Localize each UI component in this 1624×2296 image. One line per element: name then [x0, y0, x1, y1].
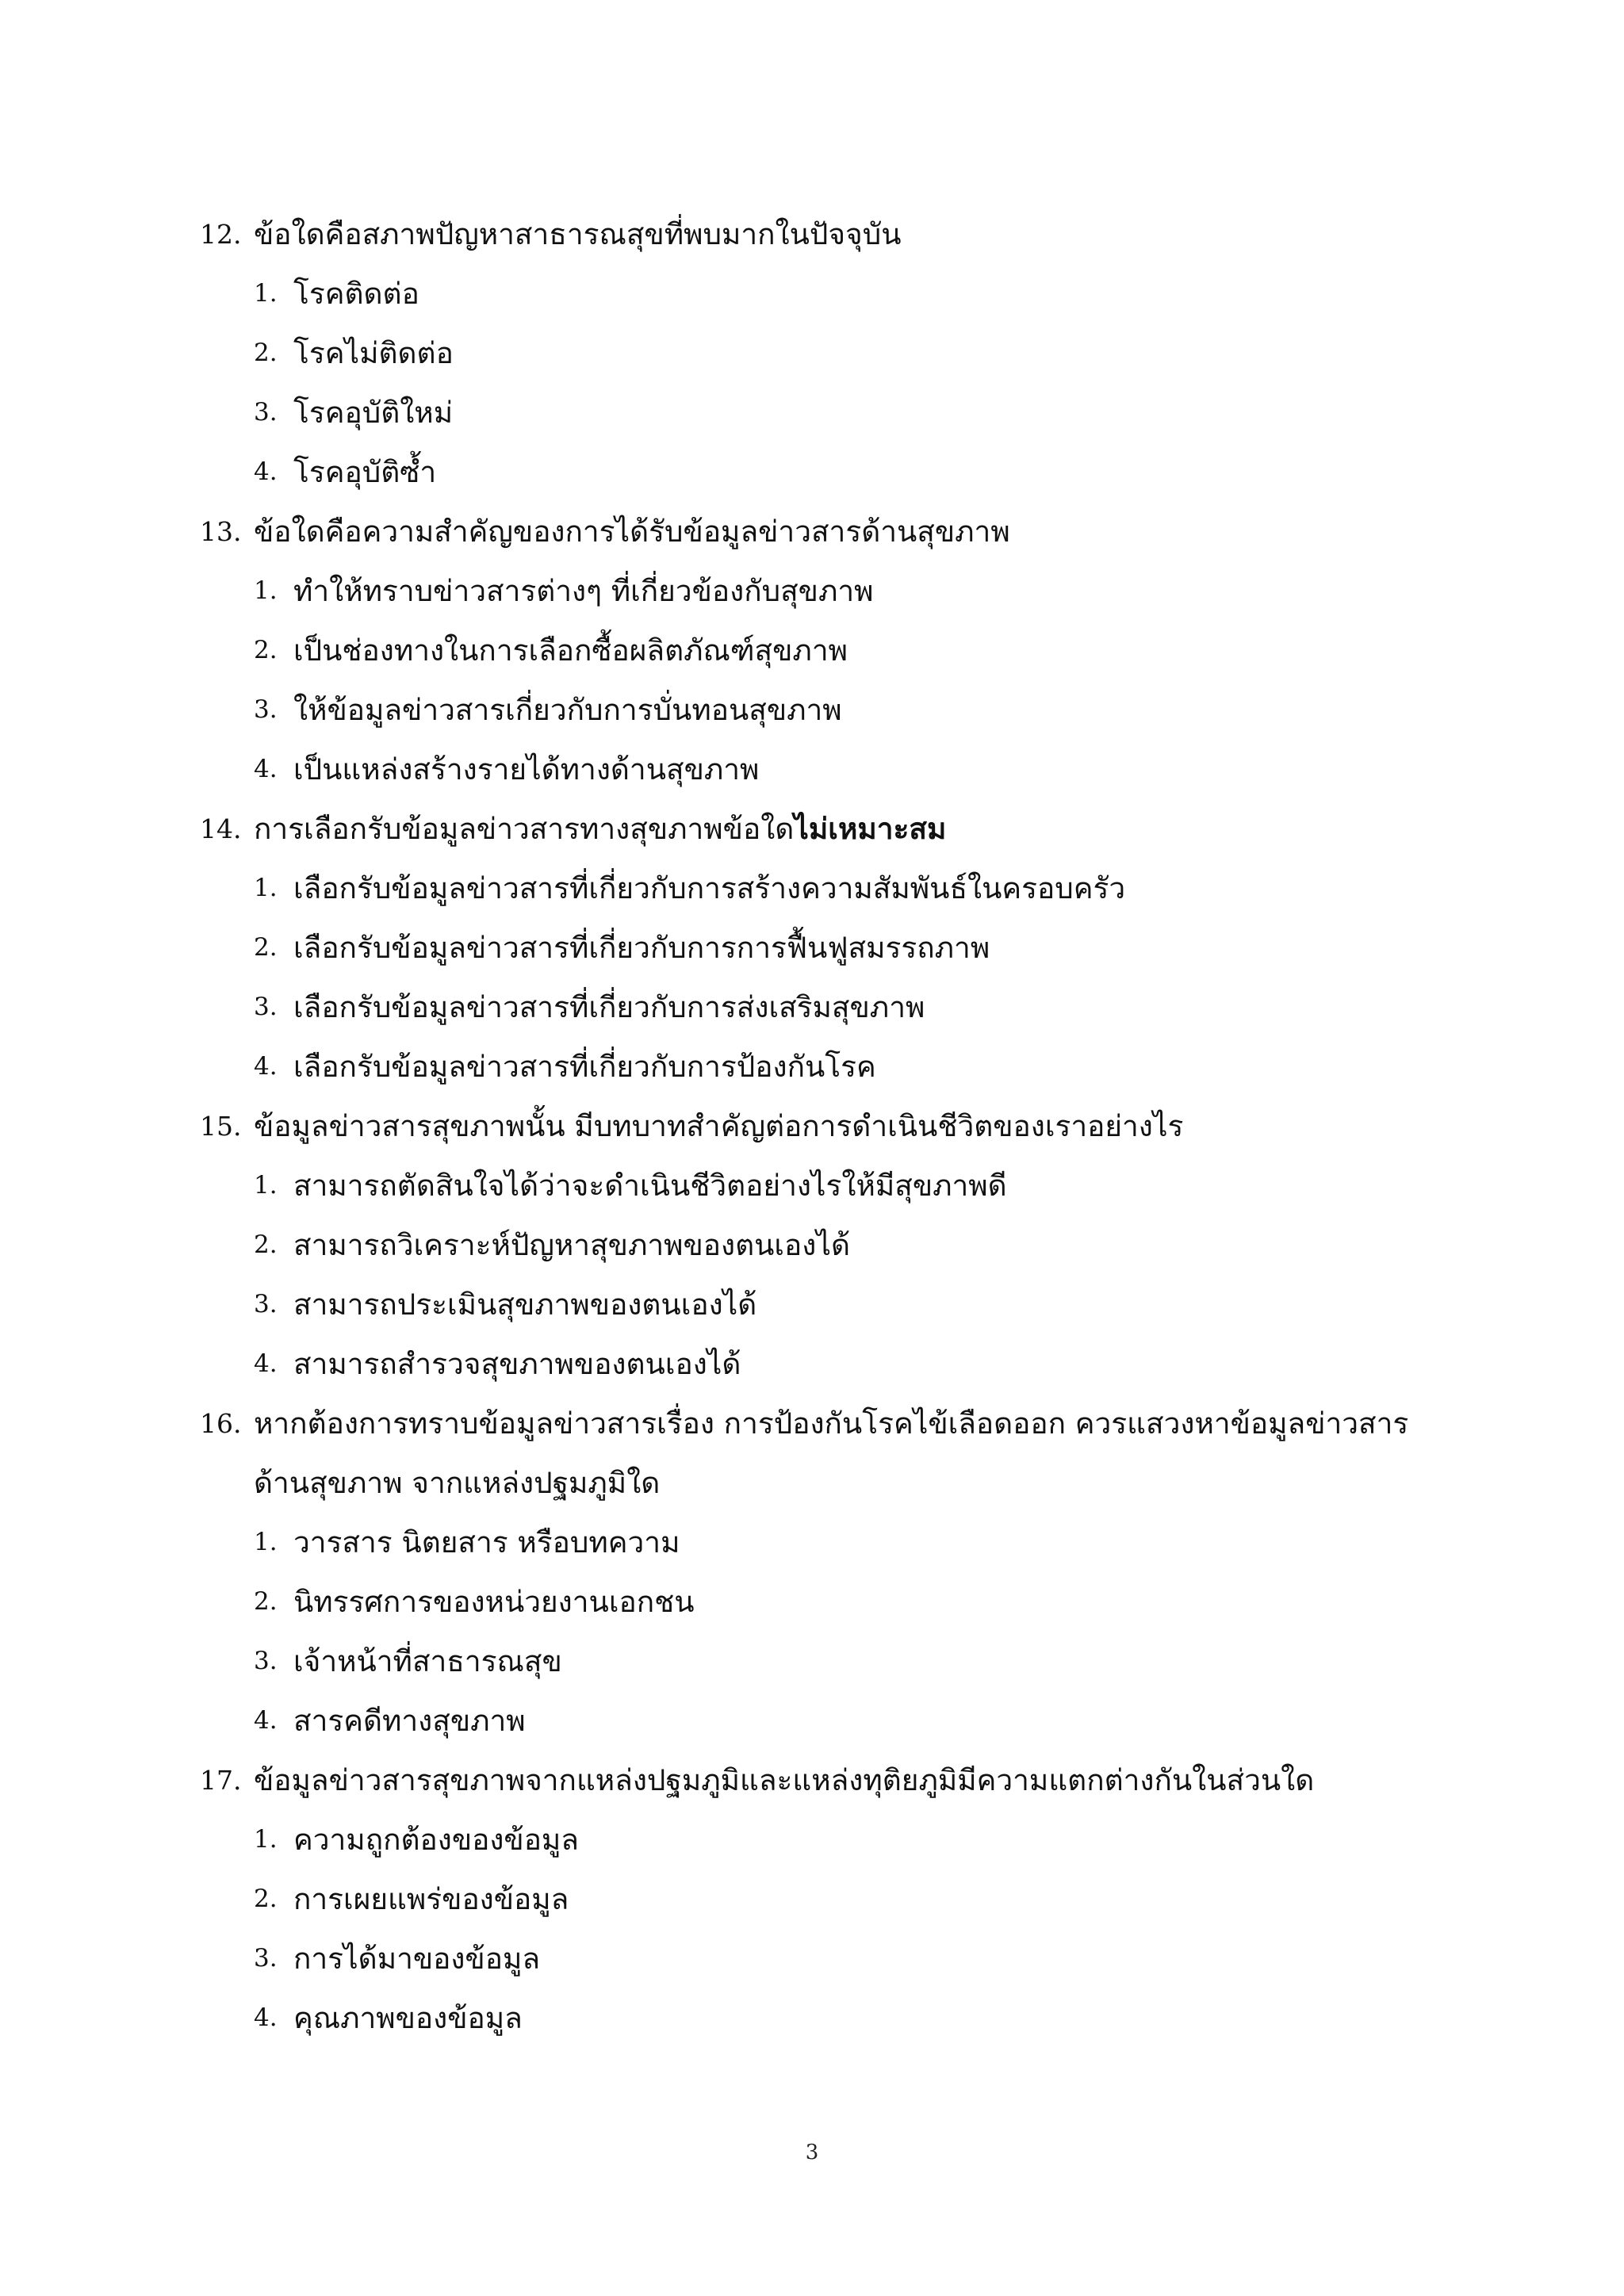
option-text: สามารถประเมินสุขภาพของตนเองได้: [293, 1288, 757, 1322]
option-2: [200, 1215, 1437, 1275]
question-number: 16.: [200, 1408, 242, 1439]
option-number: 4.: [254, 755, 278, 783]
option-text: เจ้าหน้าที่สาธารณสุข: [293, 1644, 562, 1678]
option-number: 1.: [254, 1171, 278, 1200]
option-number: 1.: [254, 576, 278, 605]
question-14: [200, 799, 1437, 1096]
option-text: การได้มาของข้อมูล: [293, 1942, 541, 1976]
question-text: ข้อใดคือสภาพปัญหาสาธารณสุขที่พบมากในปัจจุบัน: [254, 217, 902, 251]
option-number: 4.: [254, 457, 278, 486]
option-text: โรคติดต่อ: [293, 277, 419, 311]
option-text: สามารถสำรวจสุขภาพของตนเองได้: [293, 1347, 741, 1381]
question-16: [200, 1394, 1437, 1751]
option-3: [200, 383, 1437, 442]
question-stem: [200, 799, 1437, 859]
option-4: [200, 740, 1437, 799]
option-4: [200, 1691, 1437, 1751]
option-text: ทำให้ทราบข่าวสารต่างๆ ที่เกี่ยวข้องกับสุขภาพ: [293, 574, 874, 608]
option-2: [200, 1572, 1437, 1632]
option-1: [200, 1156, 1437, 1215]
option-number: 4.: [254, 1052, 278, 1081]
question-12: [200, 205, 1437, 502]
option-3: [200, 1275, 1437, 1334]
option-4: [200, 1334, 1437, 1394]
question-text-wrapper: [254, 799, 946, 859]
option-3: [200, 1632, 1437, 1691]
question-number: 15.: [200, 1111, 242, 1142]
option-1: [200, 1513, 1437, 1572]
option-number: 2.: [254, 339, 278, 367]
question-15: [200, 1096, 1437, 1394]
question-13: [200, 502, 1437, 799]
option-text: การเผยแพร่ของข้อมูล: [293, 1882, 569, 1916]
option-number: 1.: [254, 874, 278, 902]
question-emphasis: ไม่เหมาะสม: [794, 811, 947, 846]
quiz-section: [200, 205, 1437, 2048]
option-1: [200, 1810, 1437, 1869]
option-number: 4.: [254, 1349, 278, 1378]
option-3: [200, 978, 1437, 1037]
option-number: 1.: [254, 279, 278, 308]
option-number: 3.: [254, 1647, 278, 1675]
option-number: 2.: [254, 636, 278, 664]
question-text: ข้อมูลข่าวสารสุขภาพจากแหล่งปฐมภูมิและแหล่งทุติยภูมิมีความแตกต่างกันในส่วนใด: [254, 1763, 1315, 1797]
option-text: เป็นแหล่งสร้างรายได้ทางด้านสุขภาพ: [293, 752, 760, 786]
option-number: 2.: [254, 1885, 278, 1913]
question-number: 17.: [200, 1765, 242, 1796]
question-17: [200, 1751, 1437, 2048]
option-text: เป็นช่องทางในการเลือกซื้อผลิตภัณฑ์สุขภาพ: [293, 633, 848, 668]
option-4: [200, 1037, 1437, 1096]
option-number: 3.: [254, 695, 278, 724]
option-number: 2.: [254, 1587, 278, 1616]
option-text: สามารถตัดสินใจได้ว่าจะดำเนินชีวิตอย่างไรให้มีสุขภาพดี: [293, 1169, 1007, 1203]
option-number: 3.: [254, 1290, 278, 1318]
option-number: 2.: [254, 1230, 278, 1259]
option-3: [200, 680, 1437, 740]
question-number: 13.: [200, 516, 242, 547]
option-text: โรคอุบัติซ้ำ: [293, 455, 437, 489]
option-number: 1.: [254, 1528, 278, 1556]
option-number: 1.: [254, 1825, 278, 1854]
question-stem: [200, 502, 1437, 561]
option-3: [200, 1929, 1437, 1988]
option-text: เลือกรับข้อมูลข่าวสารที่เกี่ยวกับการสร้างความสัมพันธ์ในครอบครัว: [293, 871, 1126, 905]
option-number: 4.: [254, 2003, 278, 2032]
question-stem: [200, 1394, 1437, 1453]
option-text: ให้ข้อมูลข่าวสารเกี่ยวกับการบั่นทอนสุขภาพ: [293, 693, 842, 727]
question-continuation: ด้านสุขภาพ จากแหล่งปฐมภูมิใด: [254, 1466, 661, 1500]
question-text: ข้อใดคือความสำคัญของการได้รับข้อมูลข่าวสารด้านสุขภาพ: [254, 515, 1010, 549]
option-number: 3.: [254, 993, 278, 1021]
question-text: หากต้องการทราบข้อมูลข่าวสารเรื่อง การป้องกันโรคไข้เลือดออก ควรแสวงหาข้อมูลข่าวสาร: [254, 1406, 1409, 1441]
option-4: [200, 1988, 1437, 2048]
option-text: เลือกรับข้อมูลข่าวสารที่เกี่ยวกับการการฟื้นฟูสมรรถภาพ: [293, 931, 990, 965]
option-text: เลือกรับข้อมูลข่าวสารที่เกี่ยวกับการส่งเสริมสุขภาพ: [293, 990, 925, 1024]
question-text: การเลือกรับข้อมูลข่าวสารทางสุขภาพข้อใด: [254, 812, 795, 846]
option-text: ความถูกต้องของข้อมูล: [293, 1823, 579, 1857]
option-2: [200, 621, 1437, 680]
option-text: โรคอุบัติใหม่: [293, 396, 454, 430]
option-4: [200, 442, 1437, 502]
option-text: โรคไม่ติดต่อ: [293, 336, 454, 370]
question-stem: [200, 1096, 1437, 1156]
option-text: คุณภาพของข้อมูล: [293, 2001, 523, 2035]
option-text: นิทรรศการของหน่วยงานเอกชน: [293, 1585, 695, 1619]
option-1: [200, 561, 1437, 621]
option-1: [200, 264, 1437, 323]
option-2: [200, 1869, 1437, 1929]
question-stem: [200, 205, 1437, 264]
option-number: 2.: [254, 933, 278, 962]
option-2: [200, 918, 1437, 978]
option-text: สารคดีทางสุขภาพ: [293, 1704, 526, 1738]
option-number: 3.: [254, 398, 278, 427]
option-text: เลือกรับข้อมูลข่าวสารที่เกี่ยวกับการป้องกันโรค: [293, 1050, 876, 1084]
option-number: 3.: [254, 1944, 278, 1973]
option-text: วารสาร นิตยสาร หรือบทความ: [293, 1525, 680, 1559]
question-stem: [200, 1751, 1437, 1810]
question-text: ข้อมูลข่าวสารสุขภาพนั้น มีบทบาทสำคัญต่อการดำเนินชีวิตของเราอย่างไร: [254, 1109, 1184, 1143]
option-2: [200, 323, 1437, 383]
page-number: 3: [805, 2141, 819, 2164]
option-1: [200, 859, 1437, 918]
option-text: สามารถวิเคราะห์ปัญหาสุขภาพของตนเองได้: [293, 1228, 850, 1262]
option-number: 4.: [254, 1706, 278, 1735]
question-number: 12.: [200, 219, 242, 250]
question-number: 14.: [200, 813, 242, 844]
